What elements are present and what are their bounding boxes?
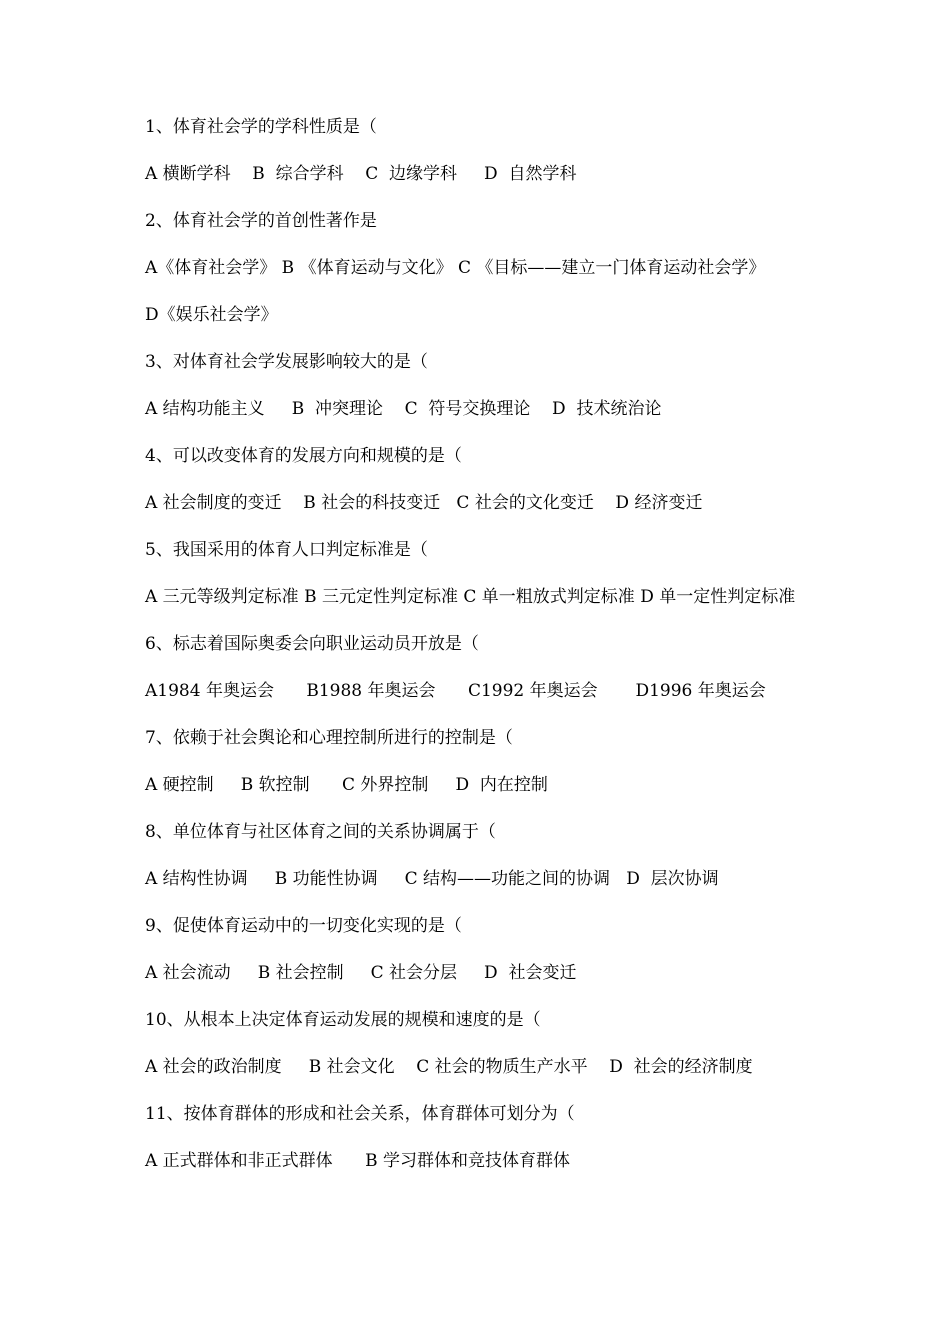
question-11: 11、按体育群体的形成和社会关系，体育群体可划分为（ xyxy=(145,1104,575,1124)
options-5: A 三元等级判定标准 B 三元定性判定标准 C 单一粗放式判定标准 D 单一定性判定标准 xyxy=(145,587,796,607)
options-7: A 硬控制 B 软控制 C 外界控制 D 内在控制 xyxy=(145,775,548,795)
options-8: A 结构性协调 B 功能性协调 C 结构——功能之间的协调 D 层次协调 xyxy=(145,869,719,889)
options-1: A 横断学科 B 综合学科 C 边缘学科 D 自然学科 xyxy=(145,164,577,184)
question-5: 5、我国采用的体育人口判定标准是（ xyxy=(145,540,428,560)
question-10: 10、从根本上决定体育运动发展的规模和速度的是（ xyxy=(145,1010,541,1030)
question-6: 6、标志着国际奥委会向职业运动员开放是（ xyxy=(145,634,479,654)
question-4: 4、可以改变体育的发展方向和规模的是（ xyxy=(145,446,462,466)
options-9: A 社会流动 B 社会控制 C 社会分层 D 社会变迁 xyxy=(145,963,577,983)
question-9: 9、促使体育运动中的一切变化实现的是（ xyxy=(145,916,462,936)
question-2: 2、体育社会学的首创性著作是 xyxy=(145,211,377,231)
options-2b: D《娱乐社会学》 xyxy=(145,305,278,325)
question-8: 8、单位体育与社区体育之间的关系协调属于（ xyxy=(145,822,496,842)
question-3: 3、对体育社会学发展影响较大的是（ xyxy=(145,352,428,372)
options-10: A 社会的政治制度 B 社会文化 C 社会的物质生产水平 D 社会的经济制度 xyxy=(145,1057,753,1077)
options-11: A 正式群体和非正式群体 B 学习群体和竞技体育群体 xyxy=(145,1151,570,1171)
question-7: 7、依赖于社会舆论和心理控制所进行的控制是（ xyxy=(145,728,513,748)
options-3: A 结构功能主义 B 冲突理论 C 符号交换理论 D 技术统治论 xyxy=(145,399,662,419)
options-6: A1984 年奥运会 B1988 年奥运会 C1992 年奥运会 D1996 年奥运会 xyxy=(145,681,766,701)
document-page xyxy=(145,115,810,1196)
question-1: 1、体育社会学的学科性质是（ xyxy=(145,117,377,137)
options-2a: A《体育社会学》 B 《体育运动与文化》 C 《目标——建立一门体育运动社会学》 xyxy=(145,258,766,278)
options-4: A 社会制度的变迁 B 社会的科技变迁 C 社会的文化变迁 D 经济变迁 xyxy=(145,493,703,513)
